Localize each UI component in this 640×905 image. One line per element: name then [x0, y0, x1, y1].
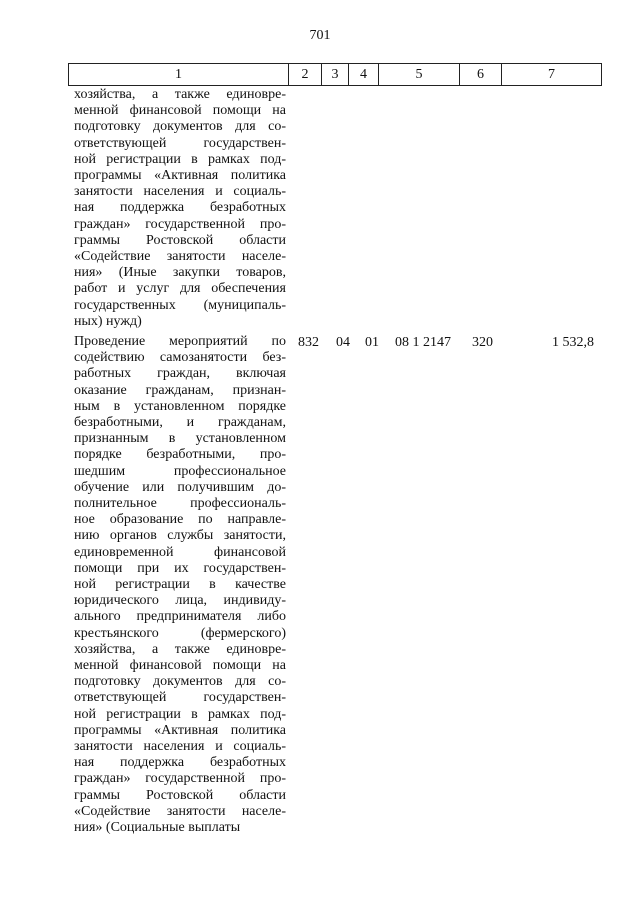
column-header-1: 1 — [69, 64, 289, 86]
text-line: Проведение мероприятий по — [74, 334, 286, 349]
text-line: порядке безработными, про- — [74, 447, 286, 463]
text-line: ния» (Иные закупки товаров, — [74, 265, 286, 281]
text-line: граммы Ростовской области — [74, 787, 286, 803]
column-header-row — [68, 63, 602, 86]
text-line: работных граждан, включая — [74, 366, 286, 382]
text-line: «Содействие занятости населе- — [74, 803, 286, 819]
column-header-3: 3 — [322, 64, 349, 86]
text-line: шедшим профессиональное — [74, 463, 286, 479]
text-line: признанным в установленном — [74, 431, 286, 447]
column-header-2: 2 — [289, 64, 322, 86]
text-line: единовременной финансовой — [74, 544, 286, 560]
text-line: безработными, и гражданам, — [74, 415, 286, 431]
text-line: программы «Активная политика — [74, 168, 286, 184]
text-line: ответствующей государствен- — [74, 135, 286, 151]
row-description — [74, 334, 286, 836]
text-line: занятости населения и социаль- — [74, 739, 286, 755]
text-line: крестьянского (фермерского) — [74, 625, 286, 641]
text-line: граждан» государственной про- — [74, 771, 286, 787]
column-header-4: 4 — [349, 64, 379, 86]
text-line: обучение или получившим до- — [74, 479, 286, 495]
text-line: помощи при их государствен- — [74, 560, 286, 576]
text-line: ных) нужд) — [74, 313, 142, 329]
cell-subsection: 01 — [365, 335, 379, 350]
text-line: юридического лица, индивиду- — [74, 593, 286, 609]
text-line: ной регистрации в рамках под- — [74, 151, 286, 167]
text-line: граммы Ростовской области — [74, 232, 286, 248]
text-line: подготовку документов для со- — [74, 119, 286, 135]
row-description-continued — [74, 87, 286, 330]
text-line: работ и услуг для обеспечения — [74, 281, 286, 297]
cell-section: 04 — [336, 335, 350, 350]
cell-amount: 1 532,8 — [552, 335, 594, 350]
text-line: ная поддержка безработных — [74, 200, 286, 216]
text-line: ным в установленном порядке — [74, 398, 286, 414]
text-line: ной регистрации в рамках под- — [74, 706, 286, 722]
text-line: нию органов службы занятости, — [74, 528, 286, 544]
text-line: менной финансовой помощи на — [74, 103, 286, 119]
text-line: занятости населения и социаль- — [74, 184, 286, 200]
text-line: граждан» государственной про- — [74, 216, 286, 232]
text-line: ное образование по направле- — [74, 512, 286, 528]
text-line: ной регистрации в качестве — [74, 577, 286, 593]
column-header-7: 7 — [502, 64, 602, 86]
text-line: хозяйства, а также единовре- — [74, 641, 286, 657]
column-header-6: 6 — [460, 64, 502, 86]
cell-code: 832 — [298, 335, 319, 350]
text-line: менной финансовой помощи на — [74, 658, 286, 674]
text-line: содействию самозанятости без- — [74, 350, 286, 366]
text-line: программы «Активная политика — [74, 722, 286, 738]
column-header-5: 5 — [379, 64, 460, 86]
cell-expense-type: 320 — [472, 335, 493, 350]
text-line: подготовку документов для со- — [74, 674, 286, 690]
text-line: хозяйства, а также единовре- — [74, 87, 286, 102]
text-line: ния» (Социальные выплаты — [74, 820, 241, 836]
text-line: ального предпринимателя либо — [74, 609, 286, 625]
page-number: 701 — [309, 28, 331, 43]
text-line: полнительное профессиональ- — [74, 496, 286, 512]
cell-target-article: 08 1 2147 — [395, 335, 451, 350]
text-line: ная поддержка безработных — [74, 755, 286, 771]
text-line: «Содействие занятости населе- — [74, 249, 286, 265]
text-line: ответствующей государствен- — [74, 690, 286, 706]
text-line: оказание гражданам, признан- — [74, 382, 286, 398]
text-line: государственных (муниципаль- — [74, 297, 286, 313]
